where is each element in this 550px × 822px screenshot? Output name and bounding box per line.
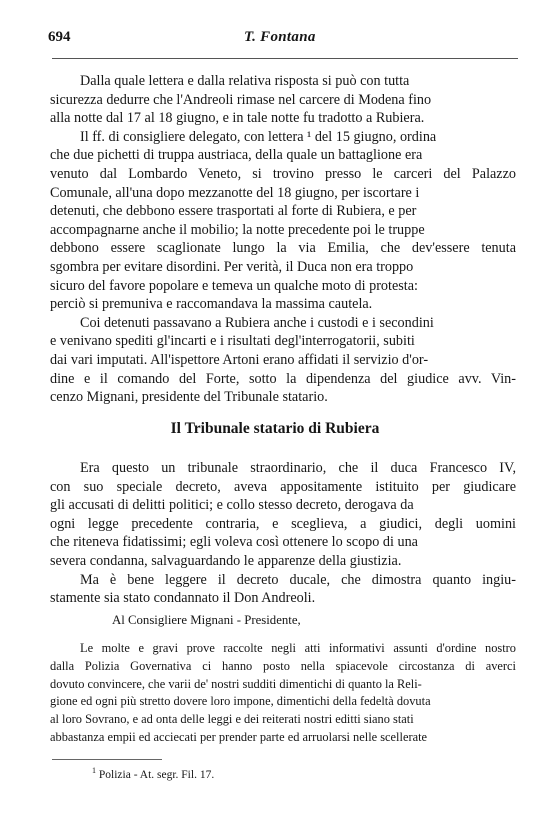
decree-salutation: Al Consigliere Mignani - Presidente, <box>112 613 301 627</box>
text-line: con suo speciale decreto, aveva appositamente istituito per giudicare <box>50 478 516 495</box>
text-line: Dalla quale lettera e dalla relativa risposta si può con tutta <box>80 73 410 89</box>
text-line: Ma è bene leggere il decreto ducale, che dimostra quanto ingiu- <box>80 571 516 588</box>
text-line: sicurezza dedurre che l'Andreoli rimase nel carcere di Modena fino <box>50 91 432 108</box>
decree-line: gione ed ogni più stretto dovere loro impone, dimentichi della fedeltà dovuta <box>50 694 431 709</box>
page-number: 694 <box>48 29 71 45</box>
header-rule <box>52 58 518 59</box>
page-header <box>48 29 514 49</box>
text-line: severa condanna, salvaguardando le apparenze della giustizia. <box>50 552 402 569</box>
text-line: che due pichetti di truppa austriaca, della quale un battaglione era <box>50 147 423 164</box>
decree-text <box>50 640 516 747</box>
text-line: Comunale, all'una dopo mezzanotte del 18 giugno, per iscortare i <box>50 184 420 201</box>
text-line: stamente sia stato condannato il Don Andreoli. <box>50 590 316 607</box>
text-line: cenzo Mignani, presidente del Tribunale statario. <box>50 389 328 406</box>
decree-line: abbastanza empii ed acciecati per prender parte ed arruolarsi nelle scellerate <box>50 729 428 744</box>
text-line: Era questo un tribunale straordinario, che il duca Francesco IV, <box>80 460 516 476</box>
text-line: ogni legge precedente contraria, e sceglieva, a giudici, degli uomini <box>50 515 516 532</box>
text-line: sgombra per evitare disordini. Per verità, il Duca non era troppo <box>50 258 414 275</box>
text-line: e venivano spediti gl'incarti e i risultati degl'interrogatorii, subiti <box>50 333 415 350</box>
decree-line: Le molte e gravi prove raccolte negli atti informativi assunti d'ordine nostro <box>80 641 516 655</box>
footnote-text: Polizia - At. segr. Fil. 17. <box>98 768 215 781</box>
text-line: gli accusati di delitti politici; e collo stesso decreto, derogava da <box>50 497 414 514</box>
footnote <box>92 766 214 781</box>
section1-text <box>50 72 516 407</box>
text-line: Coi detenuti passavano a Rubiera anche i custodi e i secondini <box>80 314 434 331</box>
footnote-separator <box>52 759 162 760</box>
decree-line: al loro Sovrano, e ad onta delle leggi e dei reiterati nostri editti siano stati <box>50 712 414 727</box>
text-line: venuto dal Lombardo Veneto, si trovino presso le carceri del Palazzo <box>50 165 516 182</box>
text-line: accompagnarne anche il mobilio; la notte precedente poi le truppe <box>50 221 425 238</box>
text-line: dine e il comando del Forte, sotto la dipendenza del giudice avv. Vin- <box>50 370 516 387</box>
decree-line: dalla Polizia Governativa ci hanno posto nella spiacevole circostanza di averci <box>50 658 516 673</box>
text-line: Il ff. di consigliere delegato, con lettera ¹ del 15 giugno, ordina <box>80 128 437 145</box>
text-line: sicuro del favore popolare e temeva un qualche moto di protesta: <box>50 277 418 294</box>
text-line: alla notte dal 17 al 18 giugno, e in tale notte fu tradotto a Rubiera. <box>50 110 425 127</box>
text-line: detenuti, che debbono essere trasportati al forte di Rubiera, e per <box>50 203 417 220</box>
text-line: dai vari imputati. All'ispettore Artoni erano affidati il servizio d'or- <box>50 351 429 368</box>
footnote-mark: 1 <box>92 766 96 775</box>
text-line: che riteneva fidatissimi; egli voleva così ottenere lo scopo di una <box>50 534 418 551</box>
running-head: T. Fontana <box>244 29 316 45</box>
text-line: perciò si premuniva e raccomandava la massima cautela. <box>50 296 373 313</box>
text-line: debbono essere scaglionate lungo la via Emilia, che dev'essere tenuta <box>50 240 516 257</box>
section-title: Il Tribunale statario di Rubiera <box>170 420 380 437</box>
section2-text <box>50 459 516 608</box>
decree-line: dovuto convincere, che varii de' nostri sudditi dimentichi di quanto la Reli- <box>50 676 422 691</box>
